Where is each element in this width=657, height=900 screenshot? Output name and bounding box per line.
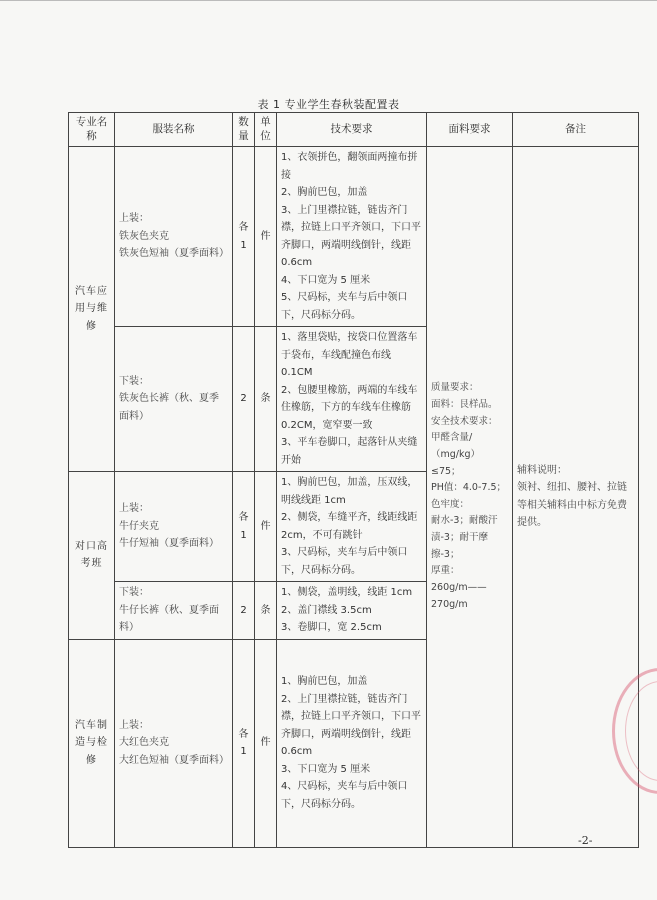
qty-cell: 2 bbox=[233, 327, 255, 472]
tech-cell: 1、衣领拼色，翻领面两撞布拼接 2、胸前巴包，加盖 3、上门里襟拉链，链齿齐门襟，拉链上口平齐领口，下口平齐脚口，两端明线倒针，线距 0.6cm 4、下口宽为 5 厘米 5、尺码标，夹车与后中领口下，尺码标分码。 bbox=[277, 147, 427, 327]
qty-cell: 各1 bbox=[233, 639, 255, 847]
garment-cell: 上装： 大红色夹克 大红色短袖（夏季面料） bbox=[115, 639, 233, 847]
table-row bbox=[69, 147, 639, 327]
tech-cell: 1、落里袋贴，按袋口位置落车于袋布，车线配撞色布线 0.1CM 2、包腰里橡筋，两端的车线车住橡筋，下方的车线车住橡筋 0.2CM，宽窄要一致 3、平车卷脚口，起落针从夹缝开始 bbox=[277, 327, 427, 472]
unit-cell: 件 bbox=[255, 147, 277, 327]
unit-cell: 件 bbox=[255, 472, 277, 582]
header-qty: 数量 bbox=[233, 113, 255, 147]
tech-cell: 1、胸前巴包，加盖，压双线，明线线距 1cm 2、侧袋，车缝平齐，线距线距 2cm，不可有跳针 3、尺码标，夹车与后中领口下，尺码标分码。 bbox=[277, 472, 427, 582]
unit-cell: 件 bbox=[255, 639, 277, 847]
tech-cell: 1、侧袋，盖明线，线距 1cm 2、盖门襟线 3.5cm 3、卷脚口，宽 2.5cm bbox=[277, 582, 427, 640]
unit-cell: 条 bbox=[255, 582, 277, 640]
header-fabric: 面料要求 bbox=[427, 113, 513, 147]
garment-cell: 下装： 牛仔长裤（秋、夏季面料） bbox=[115, 582, 233, 640]
qty-cell: 各1 bbox=[233, 147, 255, 327]
header-remarks: 备注 bbox=[513, 113, 639, 147]
header-garment: 服装名称 bbox=[115, 113, 233, 147]
unit-cell: 条 bbox=[255, 327, 277, 472]
spec-table bbox=[68, 112, 639, 848]
header-unit: 单位 bbox=[255, 113, 277, 147]
garment-cell: 下装： 铁灰色长裤（秋、夏季面料） bbox=[115, 327, 233, 472]
major-name: 汽车制造与检修 bbox=[69, 639, 115, 847]
garment-cell: 上装： 牛仔夹克 牛仔短袖（夏季面料） bbox=[115, 472, 233, 582]
header-row bbox=[69, 113, 639, 147]
tech-cell: 1、胸前巴包，加盖 2、上门里襟拉链，链齿齐门襟，拉链上口平齐领口，下口平齐脚口，两端明线倒针，线距 0.6cm 3、下口宽为 5 厘米 4、尺码标，夹车与后中领口下，尺码标分码。 bbox=[277, 639, 427, 847]
header-tech: 技术要求 bbox=[277, 113, 427, 147]
qty-cell: 各1 bbox=[233, 472, 255, 582]
page-number: -2- bbox=[578, 834, 593, 847]
qty-cell: 2 bbox=[233, 582, 255, 640]
major-name: 汽车应用与维修 bbox=[69, 147, 115, 472]
top-rule bbox=[0, 0, 657, 1]
fabric-requirements: 质量要求： 面料：艮样品。 安全技术要求： 甲醛含量/（mg/kg）≤75； PH值：4.0-7.5； 色牢度： 耐水-3；耐酸汗渍-3；耐干摩擦-3； 厚重： 260g/m——270g/m bbox=[427, 147, 513, 848]
header-major: 专业名称 bbox=[69, 113, 115, 147]
official-seal-ring bbox=[625, 681, 657, 781]
major-name: 对口高考班 bbox=[69, 472, 115, 640]
remarks: 辅料说明： 领衬、纽扣、腰衬、拉链等相关辅料由中标方免费提供。 bbox=[513, 147, 639, 848]
garment-cell: 上装： 铁灰色夹克 铁灰色短袖（夏季面料） bbox=[115, 147, 233, 327]
table-caption: 表 1 专业学生春秋装配置表 bbox=[257, 98, 400, 111]
